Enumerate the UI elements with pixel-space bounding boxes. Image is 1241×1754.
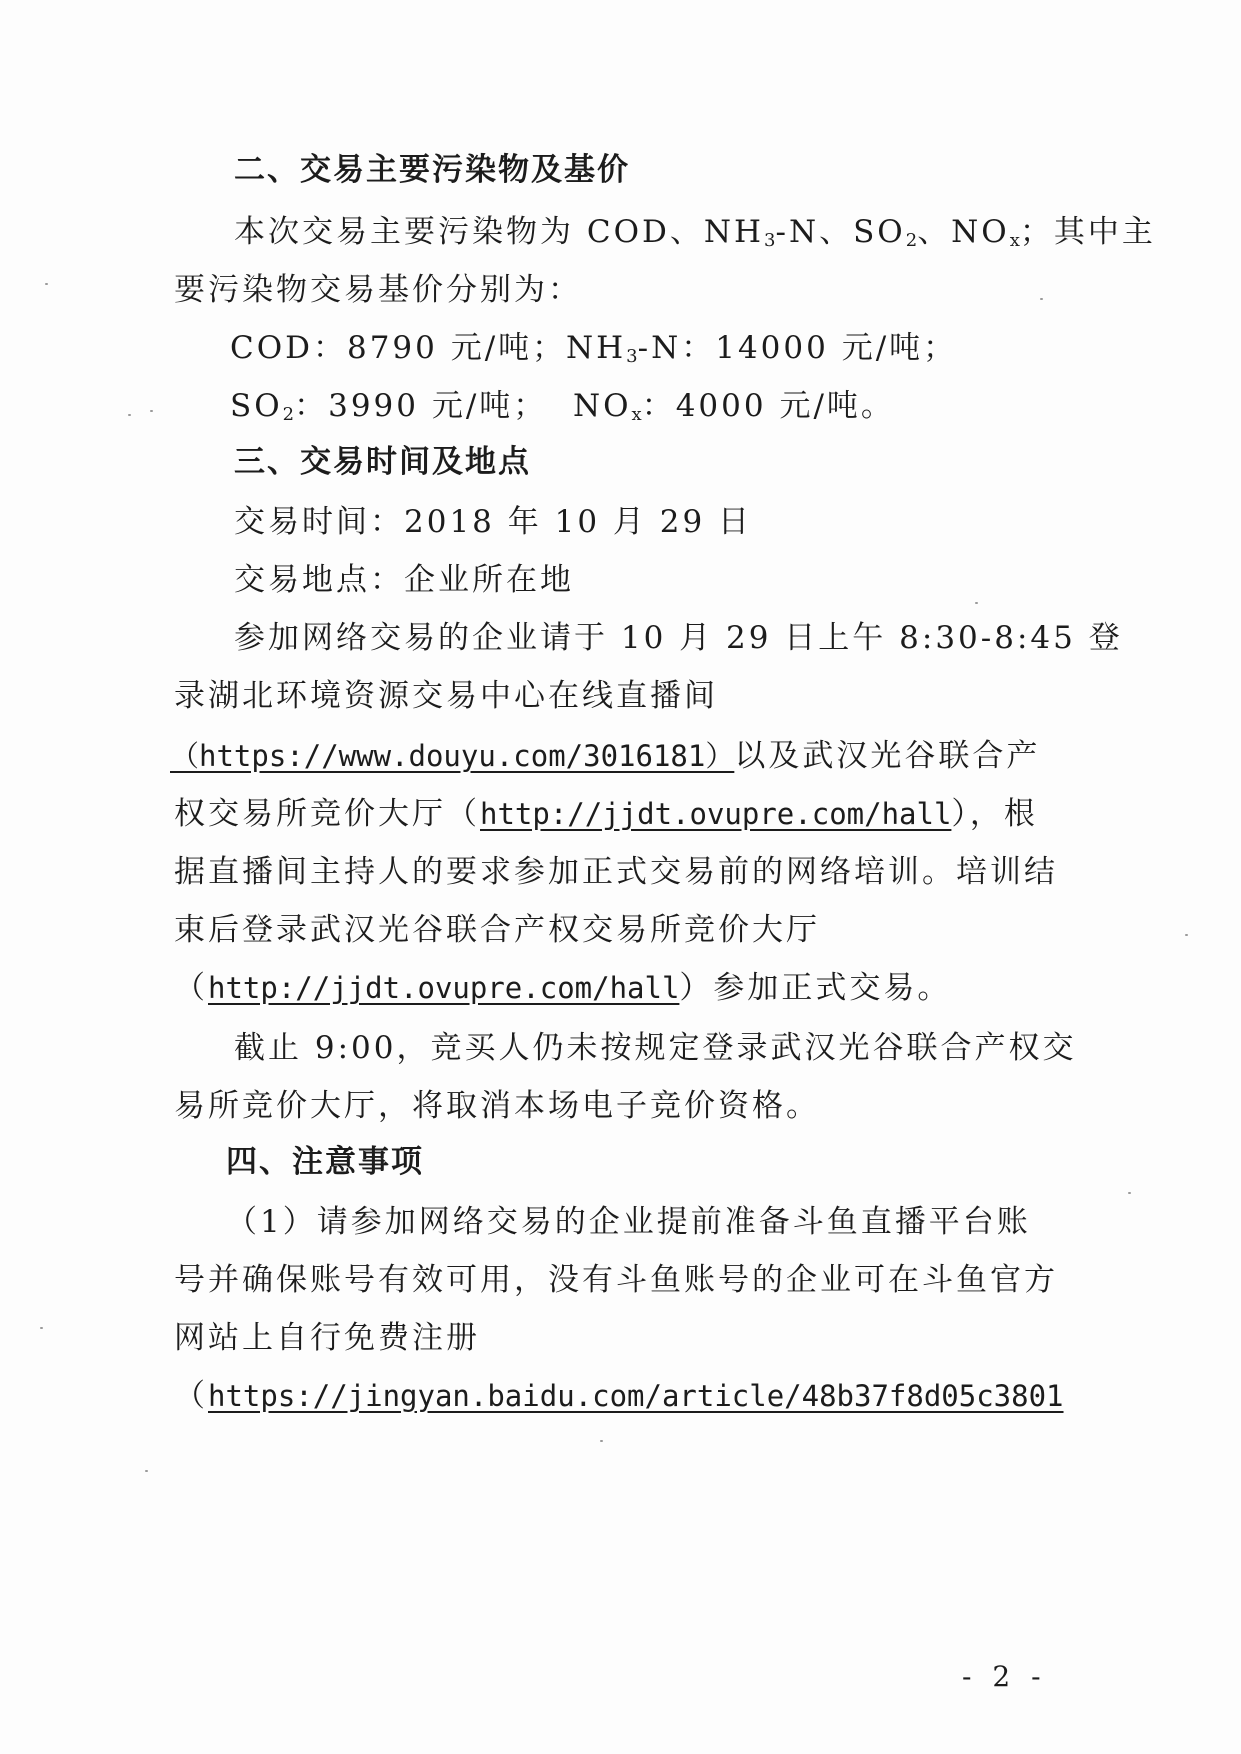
section4-item1-line3: 网站上自行免费注册 — [174, 1320, 480, 1356]
scan-speck — [40, 1327, 43, 1329]
trade-place: 交易地点：企业所在地 — [234, 562, 574, 598]
section2-heading: 二、交易主要污染物及基价 — [234, 152, 630, 188]
section3-p2-line2: 易所竞价大厅，将取消本场电子竞价资格。 — [174, 1088, 820, 1124]
scan-speck — [1040, 298, 1043, 300]
price-so2: $SO_2$：3990 元/吨； — [230, 388, 548, 425]
section3-p1-line4: 权交易所竞价大厅（http://jjdt.ovupre.com/hall），根 — [174, 796, 1038, 832]
page-number: - 2 - — [962, 1660, 1047, 1693]
section3-p1-line2: 录湖北环境资源交易中心在线直播间 — [174, 678, 718, 714]
section4-item1-line2: 号并确保账号有效可用，没有斗鱼账号的企业可在斗鱼官方 — [174, 1262, 1058, 1298]
price-nox: $NO_x$：4000 元/吨。 — [573, 388, 895, 425]
scan-speck — [128, 414, 131, 416]
trade-time: 交易时间：2018 年 10 月 29 日 — [234, 504, 753, 540]
scan-speck — [975, 602, 978, 604]
section2-intro-line2: 要污染物交易基价分别为： — [174, 272, 582, 308]
price-cod: COD：8790 元/吨； — [230, 330, 567, 366]
section4-item1-line1: （1）请参加网络交易的企业提前准备斗鱼直播平台账 — [226, 1204, 1031, 1240]
section4-heading: 四、注意事项 — [226, 1144, 424, 1180]
baidu-link[interactable]: https://jingyan.baidu.com/article/48b37f8d05c3801 — [208, 1379, 1064, 1413]
scan-speck — [45, 283, 48, 285]
section3-p2-line1: 截止 9:00，竞买人仍未按规定登录武汉光谷联合产权交 — [234, 1030, 1077, 1066]
scan-speck — [1128, 1192, 1131, 1194]
section3-p1-line3: （https://www.douyu.com/3016181）以及武汉光谷联合产 — [170, 738, 1041, 774]
section3-heading: 三、交易时间及地点 — [234, 444, 531, 480]
douyu-link[interactable]: （https://www.douyu.com/3016181） — [170, 739, 735, 773]
price-nh3n: $NH_3-N$：14000 元/吨； — [566, 330, 958, 367]
hall-link-2[interactable]: http://jjdt.ovupre.com/hall — [208, 971, 680, 1005]
section4-item1-line4: （https://jingyan.baidu.com/article/48b37f8d05c3801 — [174, 1378, 1064, 1414]
scan-speck — [150, 410, 153, 412]
hall-link-1[interactable]: http://jjdt.ovupre.com/hall — [480, 797, 952, 831]
section3-p1-line7: （http://jjdt.ovupre.com/hall）参加正式交易。 — [174, 970, 952, 1006]
scan-speck — [145, 1470, 148, 1472]
scan-speck — [1185, 934, 1188, 936]
section3-p1-line1: 参加网络交易的企业请于 10 月 29 日上午 8:30-8:45 登 — [234, 620, 1123, 656]
section3-p1-line5: 据直播间主持人的要求参加正式交易前的网络培训。培训结 — [174, 854, 1058, 890]
scan-speck — [600, 1440, 603, 1442]
section2-intro-line1: 本次交易主要污染物为 COD、$NH_3-N$、$SO_2$、$NO_x$；其中主 — [234, 214, 1156, 251]
section3-p1-line6: 束后登录武汉光谷联合产权交易所竞价大厅 — [174, 912, 820, 948]
